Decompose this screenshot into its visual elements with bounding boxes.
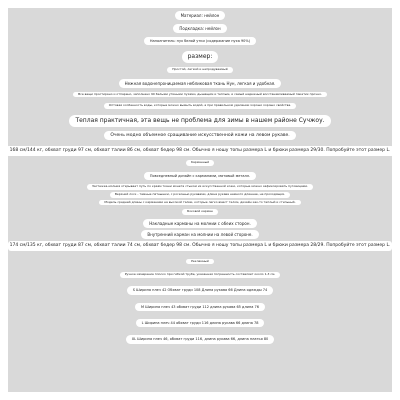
size-xl: XL Ширина плеч 46, обхват груди 116, длина рукава 66, длина платья 80 — [126, 335, 275, 343]
lining-line: Подкладка: нейлон — [173, 24, 226, 33]
measure-note: Ручное измерение плоско при гибкой трубе, указанная погрешность составляет около 1-3 см. — [120, 272, 281, 278]
feature-down: Все вещи простирано и отпарено, заполнено 90 белыми утиными пухами, дышащим и теплым, и самый надежный восстанавливаемый пакетик прочно. — [73, 92, 327, 98]
feature-warm: Теплая практичная, эта вещь не проблема для зимы в нашем районе Сучжоу. — [69, 115, 330, 127]
length-desc: Модель средней длины с карманами на высокой талии, которые легко вмест телом, дизайн как-то теплый и стильный. — [99, 200, 300, 206]
text-stack — [8, 8, 392, 346]
size-s: S Ширина плеч 42 Обхват груди 108 Длина рукава 66 Длина одежды 74 — [127, 286, 274, 294]
feature-simple: Простой, легкий и непродуваемый — [167, 67, 232, 73]
model-1-size: 168 см/144 кг, обхват груди 97 см, обхват талии 86 см, обхват бедер 98 см. Обычно я ношу топы размера L и брюки размера 29/30. Попробуйте этот размер L. — [8, 146, 392, 156]
model-2-size: 174 см/135 кг, обхват груди 87 см, обхват талии 74 см, обхват бедер 98 см. Обычно я ношу топы размера L и брюки размера 28/29. Попробуйте этот размер L. — [8, 241, 392, 251]
material-line: Материал: нейлон — [175, 11, 226, 20]
size-heading: размер: — [182, 51, 219, 63]
inner-pocket-desc: Внутренний карман на молнии на левой стороне. — [141, 230, 258, 239]
ad-label: Рекламный — [186, 259, 214, 265]
size-l: L Ширина плеч 44 обхват груди 116 длина рукава 66 длина 78 — [136, 319, 265, 327]
side-pocket-label: Боковой карман — [182, 209, 218, 215]
feature-fabric: Нежная водонепроницаемая небликовая ткань Нун, легкая и удобная. — [119, 79, 282, 88]
description-panel — [8, 8, 392, 392]
side-pocket-desc: Накладные карманы на молнии с обеих сторон. — [143, 219, 256, 228]
filling-line: Наполнитель: пух белой утки (содержание пуха 90%) — [144, 37, 256, 45]
feature-wash: Оптовая особенность воды, которые можно вымыть водой, а при правильном удалении хорошо хорошо свойства. — [104, 103, 296, 109]
sleeve-desc: Верхний лоск - темные пятнышки, с роскошью рукавами, длина рукава немного длиннее, не проходящих. — [110, 192, 290, 198]
feature-leather: Очень модно объемное сращивание искусственной кожи на левом рукаве. — [104, 131, 295, 141]
size-m: M Ширина плеч 43 обхват груди 112 длина рукава 65 длина 76 — [135, 303, 265, 311]
pocket-desc: Повседневный дизайн с карманами, матовый металл. — [144, 172, 256, 180]
zipper-desc: Застежка-молния открывает путь по краям ткани монета стыком из искусственной кожи, которые можно зафиксировать пуговицами. — [87, 184, 313, 190]
pocket-label: Карманный — [186, 160, 214, 166]
